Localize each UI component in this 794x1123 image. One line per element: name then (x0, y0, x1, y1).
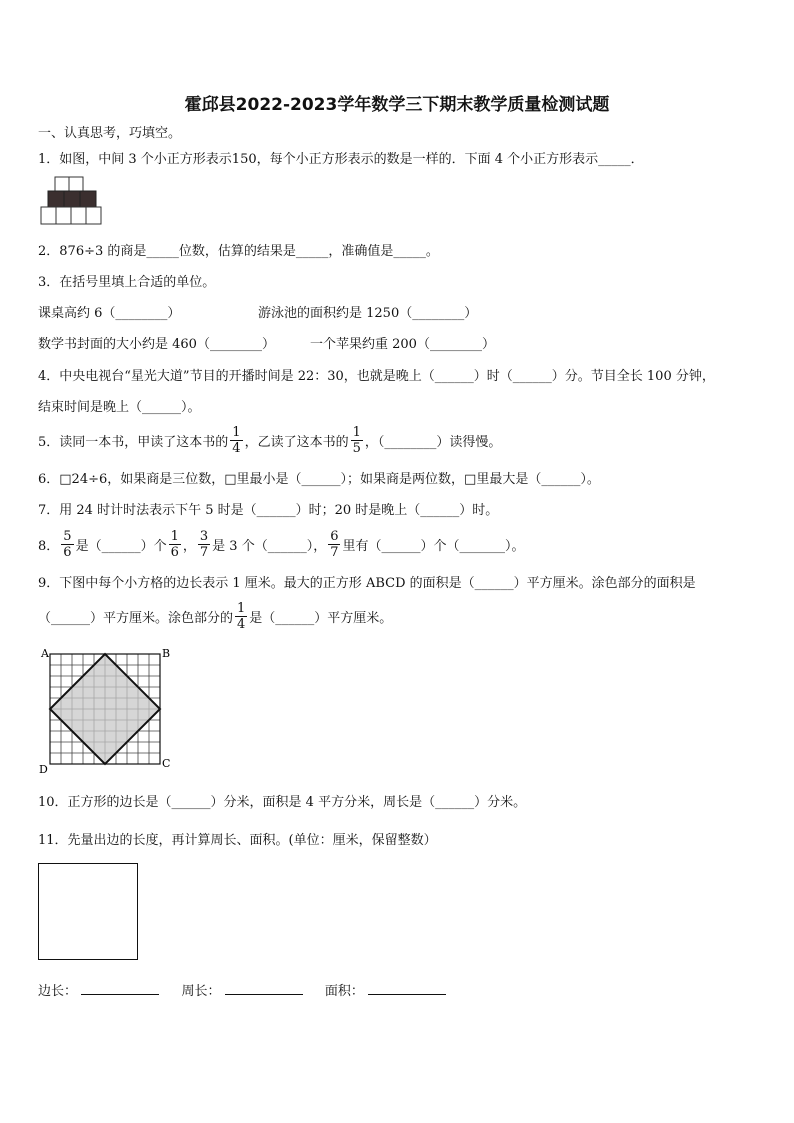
question-1: 1．如图，中间 3 个小正方形表示150，每个小正方形表示的数是一样的．下面 4 个小正方形表示_____． (38, 152, 644, 167)
question-3-stem: 3．在括号里填上合适的单位。 (38, 275, 216, 290)
area-label: 面积： (324, 984, 364, 999)
q8-text-b: ， (182, 538, 196, 554)
q9-grid-figure (36, 645, 176, 775)
q8-text-c: 是 3 个（______）， (212, 538, 327, 554)
question-5 (38, 422, 501, 458)
q8-fraction-1: $\frac{5}{6}$ (63, 528, 72, 560)
q8-fraction-3: $\frac{3}{7}$ (199, 528, 209, 560)
vertex-d-label: D (39, 763, 48, 775)
q1-blocks-figure (40, 176, 104, 226)
shaded-square (50, 654, 160, 764)
question-11-stem: 11．先量出边的长度，再计算周长、面积。(单位：厘米，保留整数） (38, 833, 437, 848)
question-8 (38, 526, 525, 562)
q8-text-d: 里有（______）个（_______）。 (342, 538, 525, 554)
perimeter-label: 周长： (181, 984, 221, 999)
perimeter-blank[interactable] (225, 981, 303, 995)
page-title: 霍邱县2022-2023学年数学三下期末教学质量检测试题 (184, 95, 610, 115)
question-3c: 数学书封面的大小约是 460（________） (38, 337, 275, 352)
q9-text-a: （______）平方厘米。涂色部分的 (38, 610, 234, 626)
section-heading: 一、认真思考，巧填空。 (38, 126, 182, 141)
question-3b: 游泳池的面积约是 1250（________） (258, 306, 478, 321)
q5-text-c: ，（________）读得慢。 (364, 434, 502, 450)
question-10: 10．正方形的边长是（______）分米，面积是 4 平方分米，周长是（______）分米。 (38, 795, 527, 810)
q8-number: 8． (38, 538, 60, 554)
question-9-line2 (38, 598, 392, 634)
question-7: 7．用 24 时计时法表示下午 5 时是（______）时；20 时是晚上（______）时。 (38, 503, 499, 518)
side-length-label: 边长： (38, 984, 78, 999)
q5-fraction-2: $\frac{1}{5}$ (352, 424, 361, 456)
question-2: 2．876÷3 的商是_____位数，估算的结果是_____，准确值是_____。 (38, 244, 439, 259)
q5-fraction-1: $\frac{1}{4}$ (232, 424, 241, 456)
area-blank[interactable] (368, 981, 446, 995)
question-3a: 课桌高约 6（________） (38, 306, 181, 321)
question-9-line1: 9．下图中每个小方格的边长表示 1 厘米。最大的正方形 ABCD 的面积是（______）平方厘米。涂色部分的面积是 (38, 576, 696, 591)
q8-text-a: 是（______）个 (75, 538, 167, 554)
vertex-b-label: B (162, 647, 171, 660)
q5-text-a: 5．读同一本书，甲读了这本书的 (38, 434, 229, 450)
question-3d: 一个苹果约重 200（________） (310, 337, 495, 352)
q9-fraction: $\frac{1}{4}$ (237, 600, 246, 632)
q8-fraction-4: $\frac{6}{7}$ (330, 528, 339, 560)
question-4-line1: 4．中央电视台“星光大道”节目的开播时间是 22：30，也就是晚上（______）时（______）分。节目全长 100 分钟， (38, 369, 715, 384)
q8-fraction-2: $\frac{1}{6}$ (170, 528, 179, 560)
vertex-c-label: C (162, 757, 171, 770)
q9-text-b: 是（______）平方厘米。 (249, 610, 393, 626)
question-6: 6．□24÷6，如果商是三位数，□里最小是（______）；如果商是两位数，□里最大是（______）。 (38, 472, 600, 487)
side-length-blank[interactable] (81, 981, 159, 995)
q11-answer-row (38, 980, 446, 999)
vertex-a-label: A (41, 647, 49, 660)
question-4-line2: 结束时间是晚上（______）。 (38, 400, 201, 415)
q11-square (38, 863, 138, 960)
q5-text-b: ，乙读了这本书的 (244, 434, 349, 450)
